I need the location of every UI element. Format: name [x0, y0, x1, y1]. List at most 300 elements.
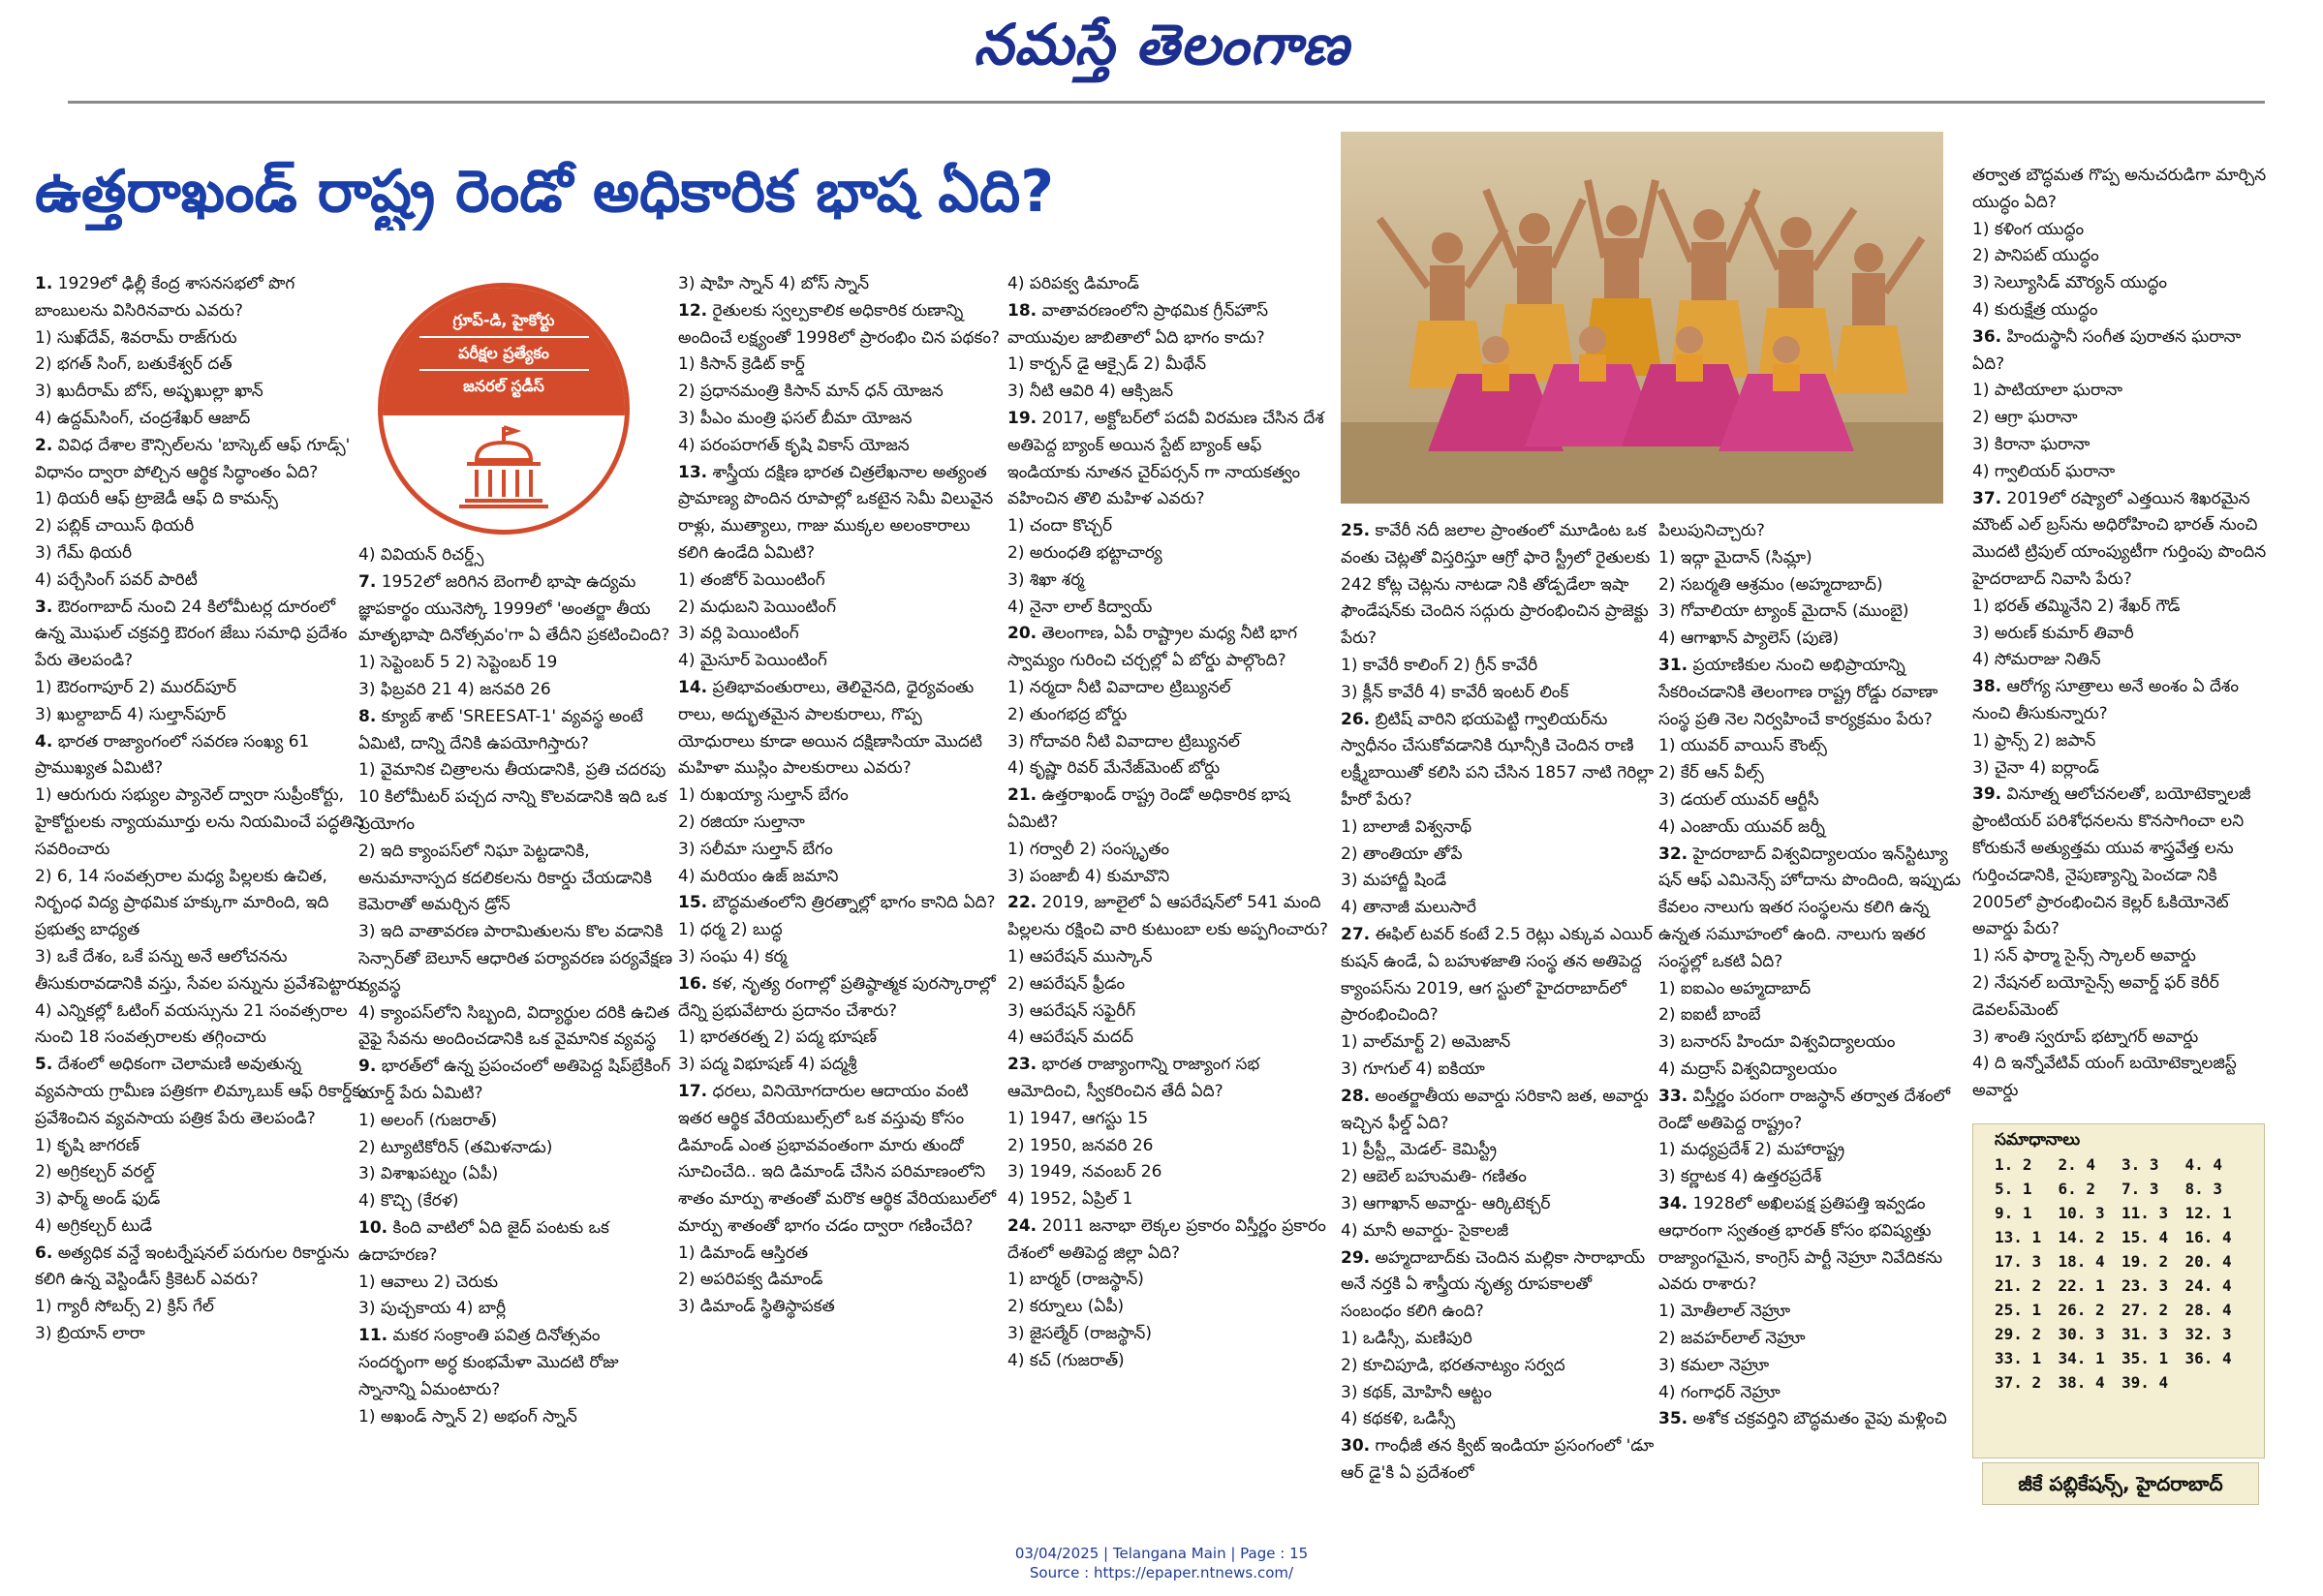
question-text: [1341, 518, 1656, 653]
answer-option: 1) బాలాజీ విశ్వనాథ్: [1341, 816, 1472, 837]
answer-option: 4) పరంపరాగత్ కృషి వికాస్ యోజన: [678, 435, 910, 455]
answer-option: 3) శిఖా శర్మ: [1007, 569, 1085, 590]
question-number: 20.: [1007, 624, 1038, 644]
answer-option: 1) యువర్ వాయిస్ కౌంట్స్: [1658, 736, 1827, 756]
answer-option: 2) ట్యూటికోరిన్ (తమిళనాడు): [358, 1137, 553, 1157]
question-text: [1658, 842, 1968, 976]
question-body: ప్రయాణికుల నుంచి అభిప్రాయాన్ని సేకరించడానికి తెలంగాణ రాష్ట్ర రోడ్డు రవాణా సంస్థ ప్రతి నెల నిర్వహించే కార్యక్రమం పేరు?: [1658, 655, 1938, 729]
answer-option: 3) గోదావరి నీటి వివాదాల ట్రిబ్యునల్: [1007, 731, 1240, 752]
answer-option: 4) నైనా లాల్ కిద్వాయ్: [1007, 597, 1153, 617]
answer-entry: 31. 3: [2122, 1325, 2169, 1343]
answer-entry: 33. 1: [1995, 1349, 2042, 1367]
question-number: 8.: [358, 706, 377, 726]
question-item: [1341, 1433, 1656, 1488]
question-item: [1341, 707, 1656, 922]
question-item: [678, 971, 1003, 1079]
question-item: [35, 1052, 369, 1241]
answer-option: 2) ఆగ్రా ఘరానా: [1972, 408, 2078, 428]
question-number: 39.: [1972, 784, 2002, 805]
answer-option: 1) వైమానిక చిత్రాలను తీయడానికి, ప్రతి చదరపు 10 కిలోమీటర్ పచ్చద నాన్ని కొలవడానికి ఇది ఒక ప్రయోగం: [358, 760, 667, 834]
answer-option: 1) కిసాన్ క్రెడిట్ కార్డ్: [678, 354, 805, 375]
answer-option: 2) నేషనల్ బయోసైన్స్ అవార్డ్ ఫర్ కెరీర్ డెవలప్‌మెంట్: [1972, 972, 2219, 1020]
answer-option: 3) సంఘ 4) కర్మ: [678, 946, 788, 967]
answer-option: 3) క్లీన్ కావేరీ 4) కావేరీ ఇంటర్ లింక్: [1341, 682, 1569, 702]
question-text: [1658, 1406, 1968, 1433]
answer-entry: 13. 1: [1995, 1228, 2042, 1246]
question-number: 26.: [1341, 709, 1371, 729]
question-text: [678, 971, 1003, 1026]
badge-line-1: గ్రూప్-డి, హైకోర్టు: [452, 311, 555, 329]
question-number: 23.: [1007, 1055, 1038, 1075]
answer-option: 3) చైనా 4) ఐర్లాండ్: [1972, 757, 2099, 778]
question-body: బ్రిటిష్ వారిని భయపెట్టి గ్వాలియర్‌ను స్వాధీనం చేసుకోవడానికి ఝాన్సీకి చెందిన రాణి లక్ష్మీబాయితో కలిసి పని చేసిన 1857 నాటి గెరిల్లా హీరో పేరు?: [1341, 709, 1655, 810]
answer-option: 4) ఆగాఖాన్ ప్యాలెస్ (పుణె): [1658, 629, 1840, 649]
question-text: [1341, 1433, 1656, 1488]
answer-option: 4) మైసూర్ పెయింటింగ్: [678, 651, 827, 671]
question-item: [1658, 518, 1968, 653]
question-body: శాస్త్రీయ దక్షిణ భారత చిత్రలేఖనాల అత్యంత ప్రామాణ్య పొందిన రూపాల్లో ఒకటైన సెమీ విలువైన రాళ్లు, ముత్యాలు, గాజు ముక్కల అలంకారాలు కలిగి ఉండేది ఏమిటి?: [678, 462, 994, 563]
answer-entry: 24. 4: [2184, 1276, 2232, 1295]
answer-entry: 21. 2: [1995, 1276, 2042, 1295]
question-body: అహ్మదాబాద్‌కు చెందిన మల్లికా సారాభాయ్ అనే నర్తకి ఏ శాస్త్రీయ నృత్య రూపకాలతో సంబంధం కలిగి ఉంది?: [1341, 1247, 1646, 1322]
answer-key-title: సమాధానాలు: [1995, 1130, 2081, 1150]
answer-option: 3) ఆగాఖాన్ అవార్డు- ఆర్కిటెక్చర్: [1341, 1193, 1551, 1213]
question-text: [35, 1241, 369, 1295]
court-building-icon: [455, 423, 552, 510]
answer-option: 4) మానీ అవార్డు- సైకాలజీ: [1341, 1220, 1509, 1241]
answer-option: 4) పరిపక్వ డిమాండ్: [1007, 274, 1139, 293]
question-number: 10.: [358, 1217, 388, 1238]
question-text: [1972, 163, 2268, 217]
question-body: అత్యధిక వన్డే ఇంటర్నేషనల్ పరుగుల రికార్డును కలిగి ఉన్న వెస్టిండీస్ క్రికెటర్ ఎవరు?: [35, 1243, 350, 1290]
question-text: [678, 298, 1003, 353]
question-item: [35, 729, 369, 1053]
answer-option: 2) పబ్లిక్ చాయిస్ థియరీ: [35, 516, 195, 537]
question-body: కళ, నృత్య రంగాల్లో ప్రతిష్ఠాత్మక పురస్కారాల్లో దేన్ని ప్రభువేటారు ప్రదానం చేశారు?: [678, 973, 996, 1021]
question-item: [358, 1054, 673, 1215]
answer-option: 2) జవహర్‌లాల్ నెహ్రూ: [1658, 1328, 1806, 1348]
question-text: [678, 890, 1003, 917]
question-column-2: [358, 542, 673, 1530]
question-body: భారత రాజ్యాంగాన్ని రాజ్యాంగ సభ ఆమోదించి, స్వీకరించిన తేదీ ఏది?: [1007, 1055, 1260, 1101]
newspaper-logo: నమస్తే తెలంగాణ: [974, 12, 1349, 77]
question-number: 37.: [1972, 488, 2002, 508]
question-text: [35, 729, 369, 783]
answer-option: 1) ఐఐఎం అహ్మదాబాద్: [1658, 978, 1812, 998]
answer-entry: 12. 1: [2184, 1204, 2232, 1222]
answer-option: 4) గంగాధర్ నెహ్రూ: [1658, 1382, 1781, 1402]
question-item: [358, 1215, 673, 1323]
answer-option: 3) పంజాబీ 4) కుమావొని: [1007, 866, 1170, 886]
question-number: 4.: [35, 731, 53, 752]
question-body: ప్రతిభావంతురాలు, తెలివైనది, ధైర్యవంతు రాలు, అద్భుతమైన పాలకురాలు, గొప్ప యోధురాలు కూడా అయిన దక్షిణాసియా మొదటి మహిళా ముస్లిం పాలకురాలు ఎవరు?: [678, 677, 983, 779]
answer-option: 4) కొచ్చి (కేరళ): [358, 1191, 459, 1212]
answer-option: 2) సబర్మతి ఆశ్రమం (అహ్మదాబాద్): [1658, 574, 1883, 595]
question-text: [358, 1054, 673, 1108]
answer-entry: 38. 4: [2058, 1373, 2105, 1392]
answer-entry: 34. 1: [2058, 1349, 2105, 1367]
answer-entry: 27. 2: [2122, 1301, 2169, 1319]
answer-option: 3) కర్ణాటక 4) ఉత్తరప్రదేశ్: [1658, 1167, 1822, 1187]
answer-entry: 3. 3: [2122, 1155, 2159, 1174]
question-item: [1658, 653, 1968, 842]
question-body: అంతర్జాతీయ అవార్డు సరికాని జత, అవార్డు ఇచ్చిన ఫీల్డ్ ఏది?: [1341, 1086, 1649, 1133]
answer-entry: 16. 4: [2184, 1228, 2232, 1246]
answer-option: 1) కృషి జాగరణ్: [35, 1135, 139, 1155]
question-item: [678, 1079, 1003, 1321]
section-badge: [378, 283, 630, 535]
question-body: ఉత్తరాఖండ్ రాష్ట్ర రెండో అధికారిక భాష ఏమిటి?: [1007, 785, 1290, 832]
answer-entry: 19. 2: [2122, 1252, 2169, 1271]
question-text: [35, 271, 369, 325]
question-column-5: [1341, 518, 1656, 1530]
question-body: 1929లో ఢిల్లీ కేంద్ర శాసనసభలో పొగ బాంబులను విసిరినవారు ఎవరు?: [35, 274, 295, 321]
question-text: [1341, 1084, 1656, 1138]
answer-option: 1) మధ్యప్రదేశ్ 2) మహారాష్ట్ర: [1658, 1140, 1845, 1160]
question-text: [1341, 1245, 1656, 1326]
dancers-photo: [1341, 132, 1943, 504]
question-body: ఆరోగ్య సూత్రాలు అనే అంశం ఏ దేశం నుంచి తీసుకున్నారు?: [1972, 677, 2239, 723]
answer-option: 1) కార్బన్ డై ఆక్సైడ్ 2) మీథేన్: [1007, 354, 1207, 375]
question-item: [1007, 406, 1337, 621]
question-item: [1007, 271, 1337, 298]
answer-entry: 5. 1: [1995, 1180, 2032, 1198]
question-text: [358, 704, 673, 758]
question-number: 32.: [1658, 844, 1688, 864]
question-number: 28.: [1341, 1086, 1371, 1106]
badge-line-3: జనరల్ స్టడీస్: [463, 377, 544, 395]
question-number: 7.: [358, 571, 377, 592]
question-text: [678, 1079, 1003, 1241]
answer-option: 3) నీటి ఆవిరి 4) ఆక్సిజన్: [1007, 382, 1174, 402]
question-item: [35, 433, 369, 595]
answer-option: 3) పుచ్చకాయ 4) బార్లీ: [358, 1299, 507, 1319]
question-number: 18.: [1007, 300, 1038, 321]
answer-option: 4) కృష్ణా రివర్ మేనేజ్‌మెంట్ బోర్డు: [1007, 758, 1221, 779]
answer-entry: 7. 3: [2122, 1180, 2159, 1198]
question-body: హైదరాబాద్ విశ్వవిద్యాలయం ఇన్‌స్టిట్యూ షన్ ఆఫ్ ఎమినెన్స్ హోదాను పొందింది, ఇప్పుడు కేవలం నాలుగు ఇతర సంస్థలను కలిగి ఉన్న ఉన్నత సమూహంలో ఉంది. నాలుగు ఇతర సంస్థల్లో ఒకటి ఏది?: [1658, 844, 1961, 971]
question-text: [35, 433, 369, 487]
answer-option: 4) పర్చేసింగ్ పవర్ పారిటీ: [35, 569, 198, 590]
answer-option: 3) బనారస్ హిందూ విశ్వవిద్యాలయం: [1658, 1032, 1896, 1053]
answer-entry: 22. 1: [2058, 1276, 2105, 1295]
question-text: [678, 675, 1003, 783]
answer-option: 4) ఎన్నికల్లో ఓటింగ్ వయస్సును 21 సంవత్సరాల నుంచి 18 సంవత్సరాలకు తగ్గించారు: [35, 1000, 348, 1048]
question-text: [1007, 890, 1337, 944]
answer-option: 3) గోవాలియా ట్యాంక్ మైదాన్ (ముంబై): [1658, 601, 1909, 622]
answer-option: 1) ఆపరేషన్ ముస్కాన్: [1007, 946, 1153, 967]
answer-entry: 8. 3: [2184, 1180, 2223, 1198]
answer-option: 3) అరుణ్ కుమార్ తివారీ: [1972, 623, 2134, 643]
answer-option: 2) కూచిపూడి, భరతనాట్యం సర్వద: [1341, 1355, 1565, 1375]
question-number: 36.: [1972, 326, 2002, 347]
answer-option: 3) గూగుల్ 4) ఐకియా: [1341, 1059, 1485, 1079]
answer-option: 1) గ్యారీ సోబర్స్ 2) క్రిస్ గేల్: [35, 1297, 214, 1317]
answer-option: 4) కథకళి, ఒడిస్సీ: [1341, 1409, 1455, 1429]
answer-entry: 25. 1: [1995, 1301, 2042, 1319]
answer-entry: 9. 1: [1995, 1204, 2032, 1222]
question-number: 33.: [1658, 1086, 1688, 1106]
question-column-4: [1007, 271, 1337, 1530]
question-text: [1658, 1084, 1968, 1138]
answer-option: 3) డయల్ యువర్ ఆర్టీసీ: [1658, 789, 1819, 810]
answer-option: 3) పద్మ విభూషణ్ 4) పద్మశ్రీ: [678, 1055, 857, 1075]
question-item: [678, 675, 1003, 890]
answer-option: 3) షాహి స్నాన్ 4) బోస్ స్నాన్: [678, 274, 870, 293]
answer-option: 2) తుంగభద్ర బోర్డు: [1007, 704, 1128, 724]
answer-option: 4) అగ్రికల్చర్ టుడే: [35, 1215, 152, 1236]
question-item: [1341, 922, 1656, 1084]
question-item: [678, 271, 1003, 298]
answer-option: 2) ఐఐటీ బాంబే: [1658, 1005, 1761, 1026]
question-item: [35, 595, 369, 729]
question-body: అశోక చక్రవర్తిని బౌద్ధమతం వైపు మళ్లించి: [1692, 1409, 1947, 1429]
page-headline: ఉత్తరాఖండ్ రాష్ట్ర రెండో అధికారిక భాష ఏది?: [35, 158, 1055, 226]
answer-option: 3) కిరానా ఘరానా: [1972, 434, 2091, 454]
answer-option: 1) భరత్ తమ్మినేని 2) శేఖర్ గౌడ్: [1972, 596, 2181, 616]
answer-entry: 30. 3: [2058, 1325, 2105, 1343]
question-body: 1952లో జరిగిన బెంగాలీ భాషా ఉద్యమ జ్ఞాపకార్థం యునెస్కో 1999లో 'అంతర్జా తీయ మాతృభాషా దినోత్సవం'గా ఏ తేదీని ప్రకటించింది?: [358, 571, 670, 646]
answer-option: 1) ఆరుగురు సభ్యుల ప్యానెల్ ద్వారా సుప్రీంకోర్టు, హైకోర్టులకు న్యాయమూర్తు లను నియమించే పద్ధతిని సవరించారు: [35, 785, 364, 859]
answer-entry: 23. 3: [2122, 1276, 2169, 1295]
question-body: 2011 జనాభా లెక్కల ప్రకారం విస్తీర్ణం ప్రకారం దేశంలో అతిపెద్ద జిల్లా ఏది?: [1007, 1215, 1326, 1263]
answer-entry: 32. 3: [2184, 1325, 2232, 1343]
answer-option: 1) ఆవాలు 2) చెరుకు: [358, 1272, 499, 1292]
question-body: బౌద్ధమతంలోని త్రిరత్నాల్లో భాగం కానిది ఏది?: [712, 893, 996, 913]
question-body: తెలంగాణ, ఏపీ రాష్ట్రాల మధ్య నీటి భాగ స్వామ్యం గురించి చర్చల్లో ఏ బోర్డు పాల్గొంది?: [1007, 624, 1298, 671]
answer-option: 1) పాటియాలా ఘరానా: [1972, 381, 2123, 401]
answer-option: 1) సెప్టెంబర్ 5 2) సెప్టెంబర్ 19: [358, 653, 558, 673]
question-item: [358, 1323, 673, 1430]
answer-option: 1) ధర్మ 2) బుద్ధ: [678, 920, 783, 940]
answer-option: 3) ఖుదీరామ్ బోస్, అష్ఫఖుల్లా ఖాన్: [35, 382, 263, 402]
answer-option: 3) బ్రియాన్ లారా: [35, 1324, 145, 1344]
question-text: [1972, 324, 2268, 379]
question-body: 1928లో అఖిలపక్ష ప్రతిపత్తి ఇవ్వడం ఆధారంగా స్వతంత్ర భారత్ కోసం భవిష్యత్తు రాజ్యాంగమైన, కాంగ్రెస్ పార్టీ నెహ్రూ నివేదికను ఎవరు రాశారు?: [1658, 1193, 1943, 1295]
answer-option: 1) రుఖయ్యా సుల్తాన్ బేగం: [678, 785, 849, 806]
question-number: 14.: [678, 677, 708, 697]
question-text: [1007, 783, 1337, 837]
answer-option: 2) రజియా సుల్తానా: [678, 812, 805, 832]
question-item: [358, 569, 673, 704]
question-number: 24.: [1007, 1215, 1038, 1236]
answer-option: 4) సోమరాజు నితిన్: [1972, 650, 2101, 670]
answer-option: 2) కర్నూలు (ఏపీ): [1007, 1297, 1125, 1317]
question-text: [1007, 406, 1337, 513]
answer-option: 1) చందా కొచ్చర్: [1007, 516, 1113, 537]
answer-option: 3) ఖుల్దాబాద్ 4) సుల్తాన్‌పూర్: [35, 704, 227, 724]
question-body: ధరలు, వినియోగదారుల ఆదాయం వంటి ఇతర ఆర్థిక వేరియబుల్స్‌లో ఒక వస్తువు కోసం డిమాండ్ ఎంత ప్రభావవంతంగా మారు తుందో సూచించేది.. ఇది డిమాండ్ చేసిన పరిమాణంలోని శాతం మార్పు శాతంతో మరొక ఆర్థిక వేరియబుల్‌లో మార్పు శాతంతో భాగం చడం ద్వారా గణించేది?: [678, 1081, 997, 1236]
answer-option: 2) అరుంధతి భట్టాచార్య: [1007, 542, 1162, 563]
question-item: [1007, 298, 1337, 406]
answer-option: 2) కేర్ ఆన్ వీల్స్: [1658, 763, 1764, 783]
question-item: [35, 271, 369, 433]
answer-option: 2) 1950, జనవరి 26: [1007, 1135, 1154, 1155]
question-column-7: [1972, 163, 2268, 1121]
footer-date-page: 03/04/2025 | Telangana Main | Page : 15: [1014, 1545, 1309, 1562]
question-item: [678, 890, 1003, 970]
answer-entry: 4. 4: [2184, 1155, 2223, 1174]
question-item: [358, 704, 673, 1054]
question-number: 1.: [35, 274, 53, 293]
question-body: 2017, అక్టోబర్‌లో పదవీ విరమణ చేసిన దేశ అతిపెద్ద బ్యాంక్ అయిన స్టేట్ బ్యాంక్ ఆఫ్ ఇండియాకు నూతన చైర్‌పర్సన్ గా నాయకత్వం వహించిన తొలి మహిళ ఎవరు?: [1007, 408, 1324, 509]
question-text: [1972, 674, 2268, 728]
answer-option: 1) సన్ ఫార్మా సైన్స్ స్కాలర్ అవార్డు: [1972, 946, 2196, 967]
answer-option: 1) 1947, ఆగస్టు 15: [1007, 1108, 1149, 1128]
answer-option: 2) తాంతియా తోపే: [1341, 844, 1463, 864]
answer-option: 3) మహాద్జీ షిండే: [1341, 871, 1447, 891]
answer-key-grid: [1973, 1155, 2264, 1392]
answer-option: 1) థియరీ ఆఫ్ ట్రాజెడీ ఆఫ్ ది కామన్స్: [35, 489, 278, 509]
question-item: [1972, 324, 2268, 486]
question-text: [1007, 621, 1337, 675]
answer-option: 1) తంజోర్ పెయింటింగ్: [678, 569, 825, 590]
answer-option: 2) 6, 14 సంవత్సరాల మధ్య పిల్లలకు ఉచిత, నిర్బంధ విద్య ప్రాథమిక హక్కుగా మారింది, ఇది ప్రభుత్వ బాధ్యత: [35, 866, 329, 940]
badge-line-2: పరీక్షల ప్రత్యేకం: [458, 344, 549, 362]
question-number: 21.: [1007, 785, 1038, 806]
answer-option: 4) మరియం ఉజ్ జమాని: [678, 866, 839, 886]
answer-option: 2) ఆబెల్ బహుమతి- గణితం: [1341, 1167, 1527, 1187]
question-text: [358, 1323, 673, 1403]
answer-option: 1) ఔరంగాపూర్ 2) మురద్‌పూర్: [35, 677, 236, 697]
question-body: దేశంలో అధికంగా చెలామణి అవుతున్న వ్యవసాయ గ్రామీణ పత్రికగా లిమ్కాబుక్ ఆఫ్ రికార్డ్‌కు ప్రవేశించిన వ్యవసాయ పత్రిక పేరు తెలపండి?: [35, 1055, 367, 1128]
answer-option: 2) ప్రధానమంత్రి కిసాన్ మాన్ ధన్ యోజన: [678, 382, 944, 402]
footer-source: Source : https://epaper.ntnews.com/: [1029, 1564, 1294, 1581]
answer-option: 1) కావేరీ కాలింగ్ 2) గ్రీన్ కావేరీ: [1341, 655, 1538, 675]
question-text: [1658, 518, 1968, 545]
question-column-6: [1658, 518, 1968, 1530]
answer-option: 1) ఇద్గా మైదాన్ (సిమ్లా): [1658, 547, 1812, 568]
answer-option: 4) క్యాంపస్‌లోని సిబ్బంది, విద్యార్థుల దరికి ఉచిత వైఫై సేవను అందించడానికి ఒక వైమానిక వ్యవస్థ: [358, 1002, 670, 1050]
question-item: [1007, 621, 1337, 783]
question-item: [1972, 674, 2268, 782]
question-body: ఈఫిల్ టవర్ కంటే 2.5 రెట్లు ఎక్కువ ఎయిర్ కుషన్ ఉండే, ఏ బహుళజాతి సంస్థ తన అతిపెద్ద క్యాంపస్‌ను 2019, ఆగ స్టులో హైదరాబాద్‌లో ప్రారంభించింది?: [1341, 924, 1653, 1026]
question-body: తర్వాత బౌద్ధమత గొప్ప అనుచరుడిగా మార్చిన యుద్ధం ఏది?: [1972, 166, 2267, 212]
answer-option: 4) ఆపరేషన్ మదద్: [1007, 1028, 1134, 1048]
question-number: 11.: [358, 1326, 388, 1346]
answer-option: 2) ఇది క్యాంపస్‌లో నిఘా పెట్టడానికి, అనుమానాస్పద కదలికలను రికార్డు చేయడానికి కెమెరాతో అమర్చిన డ్రోన్: [358, 841, 653, 915]
question-body: కింది వాటిలో ఏది జైద్ పంటకు ఒక ఉదాహరణ?: [358, 1217, 609, 1265]
answer-entry: 26. 2: [2058, 1301, 2105, 1319]
answer-option: 3) శాంతి స్వరూప్ భట్నాగర్ అవార్డు: [1972, 1027, 2199, 1047]
question-body: క్యూబ్ శాట్ 'SREESAT-1' వ్యవస్థ అంటే ఏమిటి, దాన్ని దేనికి ఉపయోగిస్తారు?: [358, 706, 643, 753]
question-body: కావేరీ నదీ జలాల ప్రాంతంలో మూడింట ఒక వంతు చెట్లతో విస్తరిస్తూ ఆగ్రో ఫారె స్ట్రీలో రైతులకు 242 కోట్ల చెట్లను నాటడా నికి తోడ్పడేలా ఇషా ఫౌండేషన్‌కు చెందిన సద్గురు ప్రారంభించిన ప్రాజెక్టు పేరు?: [1341, 521, 1651, 649]
question-body: గాంధీజీ తన క్విట్ ఇండియా ప్రసంగంలో 'డూ ఆర్ డై'కి ఏ ప్రదేశంలో: [1341, 1436, 1655, 1483]
answer-option: 1) ఫ్రాన్స్ 2) జపాన్: [1972, 730, 2096, 751]
answer-option: 1) అఖండ్ స్నాన్ 2) అభంగ్ స్నాన్: [358, 1406, 577, 1427]
question-number: 13.: [678, 462, 708, 482]
question-item: [1007, 1052, 1337, 1213]
question-column-3: [678, 271, 1003, 1530]
answer-entry: 15. 4: [2122, 1228, 2169, 1246]
answer-entry: 11. 3: [2122, 1204, 2169, 1222]
question-body: రైతులకు స్వల్పకాలిక అధికారిక రుణాన్ని అందించే లక్ష్యంతో 1998లో ప్రారంభిం చిన పథకం?: [678, 300, 1000, 348]
answer-option: 1) మోతీలాల్ నెహ్రూ: [1658, 1302, 1791, 1322]
answer-option: 3) ఇది వాతావరణ పారామితులను కొల వడానికి సెన్సార్‌తో బెలూన్ ఆధారిత పర్యావరణ పర్యవేక్షణ వ్యవస్థ: [358, 922, 673, 996]
answer-option: 1) ఒడిస్సీ, మణిపురి: [1341, 1328, 1472, 1348]
question-number: 5.: [35, 1055, 53, 1075]
question-text: [35, 1052, 369, 1132]
answer-option: 4) 1952, ఏప్రిల్ 1: [1007, 1189, 1133, 1210]
answer-key-box: [1972, 1123, 2265, 1458]
question-body: 2019లో రష్యాలో ఎత్తయిన శిఖరమైన మౌంట్ ఎల్ బ్రస్‌ను అధిరోహించి భారత్ నుంచి మొదటి ట్రిపుల్ యాంప్యుటీగా గుర్తింపు పొందిన హైదరాబాద్ నివాసి పేరు?: [1972, 488, 2267, 589]
answer-option: 4) మద్రాస్ విశ్వవిద్యాలయం: [1658, 1059, 1838, 1079]
answer-option: 3) డిమాండ్ స్థితిస్థాపకత: [678, 1297, 835, 1317]
question-number: 27.: [1341, 924, 1371, 944]
publisher-credit: జీకే పబ్లికేషన్స్, హైదరాబాద్: [1982, 1462, 2259, 1505]
question-item: [1972, 486, 2268, 675]
answer-option: 1) కళింగ యుద్ధం: [1972, 219, 2085, 239]
answer-entry: 1. 2: [1995, 1155, 2032, 1174]
question-text: [1341, 707, 1656, 814]
answer-entry: 29. 2: [1995, 1325, 2042, 1343]
answer-option: 1) ప్రీస్ట్లీ మెడల్- కెమిస్ట్రీ: [1341, 1140, 1498, 1160]
question-item: [1658, 1084, 1968, 1191]
question-body: భారత్‌లో ఉన్న ప్రపంచంలో అతిపెద్ద షిప్‌బ్రేకింగ్ యార్డ్ పేరు ఏమిటి?: [358, 1057, 671, 1103]
question-body: వాతావరణంలోని ప్రాథమిక గ్రీన్‌హౌస్ వాయువుల జాబితాలో ఏది భాగం కాదు?: [1007, 300, 1269, 348]
question-number: 29.: [1341, 1247, 1371, 1268]
answer-option: 3) ఆపరేషన్ సఫైరీగ్: [1007, 1000, 1136, 1021]
question-number: 22.: [1007, 893, 1038, 913]
question-number: 16.: [678, 973, 708, 994]
question-number: 6.: [35, 1243, 53, 1263]
answer-option: 4) కురుక్షేత్ర యుద్ధం: [1972, 299, 2098, 320]
answer-entry: 39. 4: [2122, 1373, 2169, 1392]
question-item: [1007, 1213, 1337, 1375]
answer-option: 2) పానిపట్ యుద్ధం: [1972, 246, 2099, 266]
question-text: [1658, 1191, 1968, 1299]
answer-option: 3) గేమ్ థియరీ: [35, 542, 133, 563]
question-text: [1341, 922, 1656, 1029]
answer-option: 3) సలీమా సుల్తాన్ బేగం: [678, 839, 833, 859]
question-item: [678, 298, 1003, 460]
answer-entry: 18. 4: [2058, 1252, 2105, 1271]
answer-option: 1) అలంగ్ (గుజరాత్): [358, 1110, 498, 1130]
question-column-1: [35, 271, 369, 1530]
answer-option: 4) కచ్ (గుజరాత్): [1007, 1350, 1125, 1370]
question-text: [1972, 782, 2268, 943]
question-text: [35, 595, 369, 675]
question-text: [678, 460, 1003, 568]
answer-option: 3) కథక్, మోహినీ ఆట్టం: [1341, 1382, 1493, 1402]
question-number: 31.: [1658, 655, 1688, 675]
answer-option: 4) ది ఇన్నోవేటివ్ యంగ్ బయోటెక్నాలజిస్ట్ అవార్డు: [1972, 1054, 2237, 1101]
question-number: 35.: [1658, 1409, 1688, 1429]
question-body: మకర సంక్రాంతి పవిత్ర దినోత్సవం సందర్భంగా అర్ధ కుంభమేళా మొదటి రోజు స్నానాన్ని ఏమంటారు?: [358, 1326, 619, 1399]
question-text: [1007, 1052, 1337, 1106]
question-item: [35, 1241, 369, 1348]
question-number: 3.: [35, 597, 53, 617]
answer-option: 2) ఆపరేషన్ ఫ్రీడం: [1007, 973, 1126, 994]
question-item: [1341, 1245, 1656, 1434]
answer-option: 3) ఒకే దేశం, ఒకే పన్ను అనే ఆలోచనను తీసుకురావడానికి వస్తు, సేవల పన్నును ప్రవేశపెట్టారు: [35, 946, 362, 994]
answer-option: 1) నర్మదా నీటి వివాదాల ట్రిబ్యునల్: [1007, 677, 1231, 697]
answer-entry: 14. 2: [2058, 1228, 2105, 1246]
question-item: [1007, 783, 1337, 890]
answer-option: 3) ఫిబ్రవరి 21 4) జనవరి 26: [358, 679, 551, 699]
question-item: [1972, 782, 2268, 1105]
answer-option: 3) 1949, నవంబర్ 26: [1007, 1162, 1162, 1182]
answer-entry: 6. 2: [2058, 1180, 2096, 1198]
answer-entry: 17. 3: [1995, 1252, 2042, 1271]
page-footer: [0, 1544, 2323, 1582]
answer-option: 2) భగత్ సింగ్, బతుకేశ్వర్ దత్: [35, 354, 232, 375]
answer-option: 1) భారతరత్న 2) పద్మ భూషణ్: [678, 1028, 878, 1048]
question-body: పిలుపునిచ్చారు?: [1658, 521, 1765, 540]
answer-entry: 28. 4: [2184, 1301, 2232, 1319]
question-number: 19.: [1007, 408, 1038, 428]
question-body: ఔరంగాబాద్ నుంచి 24 కిలోమీటర్ల దూరంలో ఉన్న మొఘల్ చక్రవర్తి ఔరంగ జేబు సమాధి ప్రదేశం పేరు తెలపండి?: [35, 597, 348, 671]
